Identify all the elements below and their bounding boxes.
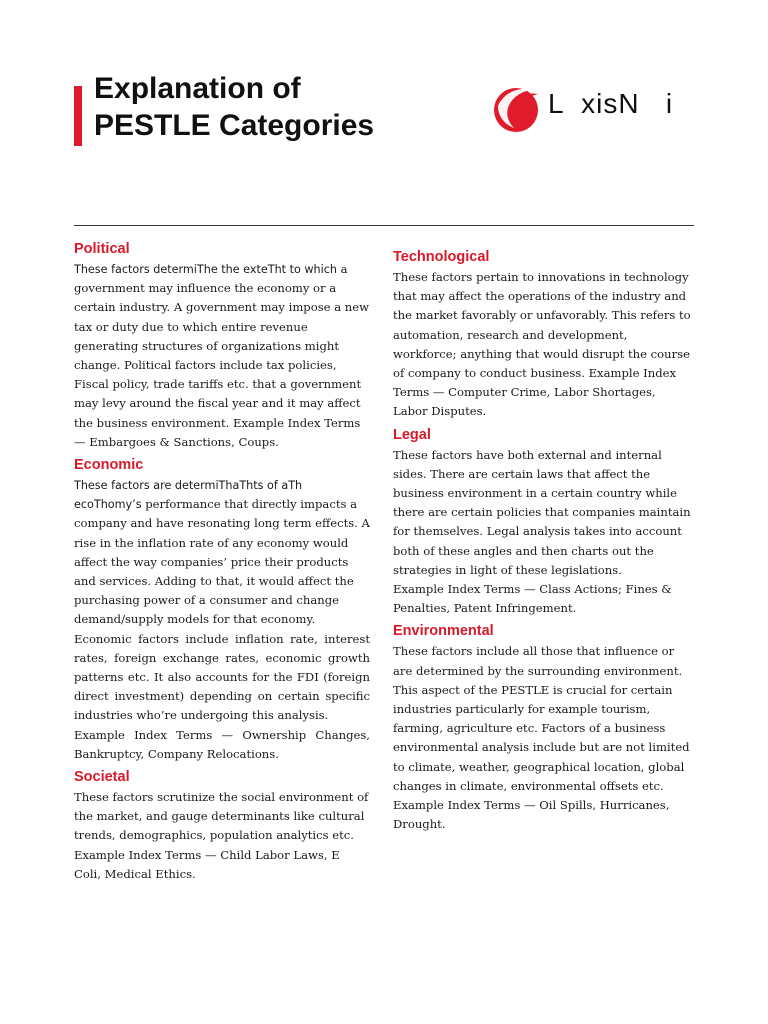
logo-wordmark: L xisN i [548,88,674,119]
right-column [393,246,693,834]
economic-intro-text: These factors are determiThaThts of aTh ecoThomy’s [74,479,303,512]
section-technological [393,246,693,422]
section-body-economic [74,476,370,630]
section-political [74,238,370,452]
section-heading-political: Political [74,241,130,257]
section-body-economic-2: Economic factors include inflation rate, interest rates, foreign exchange rates, economic growth patterns etc. It also accounts for the FDI (foreign direct investment) depending on certain specific industries who’re undergoing this analysis. [74,631,370,723]
political-body-text: a government may influence the economy or a certain industry. A government may impose a new tax or duty due to which entire revenue generating structures of organizations might change. Political factors include tax policies, Fiscal policy, trade tariffs etc. that a government may levy around the fiscal year and it may affect the business environment. Example Index Terms — Embargoes & Sanctions, Coups. [74,262,370,449]
page-title-line-2: PESTLE Categories [94,109,375,142]
lexisnexis-logo [490,82,690,134]
section-heading-legal: Legal [393,426,431,443]
section-body-economic-3: Example Index Terms — Ownership Changes, Bankruptcy, Company Relocations. [74,727,370,761]
section-legal [393,424,693,619]
political-intro-text: These factors determiThe the exteTht to which [74,263,337,276]
section-societal [74,766,370,884]
title-accent-bar [74,86,82,146]
section-environmental [393,620,693,834]
section-body-legal-2: Example Index Terms — Class Actions; Fines & Penalties, Patent Infringement. [393,582,672,616]
lexisnexis-swirl-icon [490,82,542,134]
section-body-environmental: These factors include all those that influence or are determined by the surrounding environment. This aspect of the PESTLE is crucial for certain industries particularly for example tourism, farming, agriculture etc. Factors of a business environmental analysis include but are not limited to climate, weather, geographical location, global changes in climate, environmental offsets etc. Example Index Terms — Oil Spills, Hurricanes, Drought. [393,644,690,832]
section-body-political [74,260,370,452]
section-heading-societal: Societal [74,769,130,786]
section-economic [74,454,370,764]
header-divider [74,225,694,226]
section-body-societal: These factors scrutinize the social environment of the market, and gauge determinants like cultural trends, demographics, population analytics etc. Example Index Terms — Child Labor Laws, E Coli, Medical Ethics. [74,790,369,881]
section-heading-economic: Economic [74,457,144,474]
left-column [74,238,370,884]
page-title-line-1: Explanation of [94,72,301,105]
section-body-legal: These factors have both external and internal sides. There are certain laws that affect the business environment in a certain country while there are certain policies that companies maintain for themselves. Legal analysis takes into account both of these angles and then charts out the strategies in light of these legislations. [393,447,691,577]
page-title [94,70,374,144]
economic-body-text: performance that directly impacts a company and have resonating long term effects. A rise in the inflation rate of any economy would affect the way companies’ price their products and services. Adding to that, it would affect the purchasing power of a consumer and change demand/supply models for that economy. [74,497,370,627]
section-body-technological: These factors pertain to innovations in technology that may affect the operations of the industry and the market favorably or unfavorably. This refers to automation, research and development, workforce; anything that would disrupt the course of company to conduct business. Example Index Terms — Computer Crime, Labor Shortages, Labor Disputes. [393,270,691,419]
section-heading-environmental: Environmental [393,623,494,640]
section-heading-technological: Technological [393,249,490,265]
